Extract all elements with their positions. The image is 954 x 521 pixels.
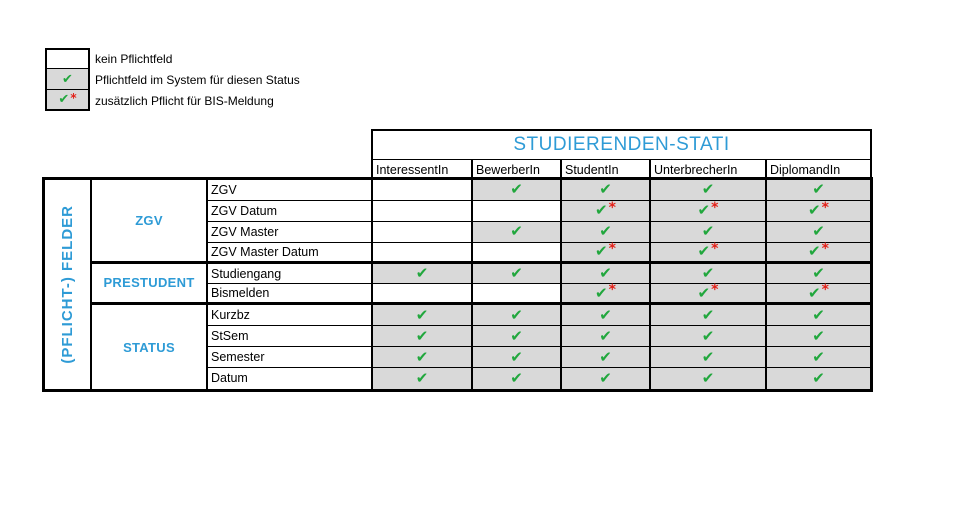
matrix-cell: [373, 326, 473, 347]
matrix-cell: [767, 347, 870, 368]
matrix-cell: [767, 284, 870, 305]
check-icon: ✔: [62, 71, 73, 87]
bis-asterisk-icon: *: [608, 240, 616, 257]
matrix-cell: [562, 180, 651, 201]
bis-asterisk-icon: *: [608, 199, 616, 216]
row-label-cell: ZGV: [208, 180, 373, 201]
bis-asterisk-icon: *: [70, 90, 77, 105]
legend-row: [45, 69, 300, 90]
matrix-cell: [767, 368, 870, 389]
matrix-cell: [473, 243, 562, 264]
check-icon: ✔: [701, 264, 715, 282]
matrix-cell: [373, 180, 473, 201]
check-icon: ✔: [415, 305, 429, 324]
matrix-cell: [473, 305, 562, 326]
check-icon: ✔: [701, 305, 715, 324]
column-header-unterbrecherin: UnterbrecherIn: [651, 160, 767, 180]
check-icon: ✔: [599, 264, 612, 282]
row-label-cell: ZGV Master: [208, 222, 373, 243]
matrix-cell: [767, 305, 870, 326]
row-axis-label: (PFLICHT-) FELDER: [59, 205, 76, 364]
matrix-cell: [562, 222, 651, 243]
group-label-status: STATUS: [92, 305, 208, 389]
legend-swatch-empty: [45, 48, 90, 69]
row-label-cell: ZGV Datum: [208, 201, 373, 222]
legend-swatch-check-bis: [45, 90, 90, 111]
matrix-cell: [651, 305, 767, 326]
check-icon: ✔: [812, 180, 825, 199]
check-icon: ✔: [812, 368, 825, 387]
check-icon: ✔: [812, 222, 825, 241]
table-title: STUDIERENDEN-STATI: [373, 131, 870, 160]
bis-asterisk-icon: *: [711, 282, 719, 299]
matrix-cell: [373, 222, 473, 243]
matrix-cell: [651, 264, 767, 285]
matrix-cell: [651, 326, 767, 347]
matrix-cell: [373, 368, 473, 389]
matrix-cell: [651, 240, 767, 264]
check-icon: ✔: [697, 201, 711, 220]
matrix-cell: [562, 264, 651, 285]
row-label-cell: Studiengang: [208, 264, 373, 285]
matrix-cell: [473, 264, 562, 285]
bis-asterisk-icon: *: [821, 282, 829, 299]
matrix-cell: [651, 347, 767, 368]
check-icon: ✔: [599, 368, 612, 387]
check-icon: ✔: [58, 92, 70, 107]
bis-asterisk-icon: *: [711, 240, 719, 257]
legend: [45, 48, 300, 111]
matrix-cell: [473, 222, 562, 243]
check-icon: ✔: [595, 242, 608, 261]
check-icon: ✔: [812, 347, 825, 366]
matrix-body: [42, 177, 873, 392]
row-label-cell: Datum: [208, 368, 373, 389]
check-icon: ✔: [599, 180, 612, 199]
row-label-cell: Semester: [208, 347, 373, 368]
matrix-cell: [562, 201, 651, 222]
group-label-prestudent: PRESTUDENT: [92, 264, 208, 306]
group-label-zgv: ZGV: [92, 180, 208, 264]
check-icon: ✔: [595, 283, 608, 302]
check-icon: ✔: [697, 283, 711, 302]
check-icon: ✔: [812, 305, 825, 324]
column-header-bewerberin: BewerberIn: [473, 160, 562, 180]
legend-label: kein Pflichtfeld: [95, 51, 173, 66]
matrix-cell: [651, 368, 767, 389]
check-icon: ✔: [415, 326, 429, 345]
column-header-studentin: StudentIn: [562, 160, 651, 180]
matrix-cell: [562, 368, 651, 389]
matrix-cell: [767, 201, 870, 222]
row-label-cell: Bismelden: [208, 284, 373, 305]
column-header-diplomandin: DiplomandIn: [767, 160, 870, 180]
matrix-cell: [473, 326, 562, 347]
matrix-cell: [473, 201, 562, 222]
bis-asterisk-icon: *: [608, 282, 616, 299]
matrix-cell: [562, 240, 651, 264]
bis-asterisk-icon: *: [821, 240, 829, 257]
matrix-cell: [651, 284, 767, 305]
bis-asterisk-icon: *: [711, 199, 719, 216]
legend-label: Pflichtfeld im System für diesen Status: [95, 72, 300, 87]
check-icon: ✔: [415, 264, 429, 282]
matrix-cell: [562, 284, 651, 305]
check-icon: ✔: [808, 242, 821, 261]
row-label-cell: StSem: [208, 326, 373, 347]
check-icon: ✔: [697, 242, 711, 261]
row-axis-label-cell: [45, 180, 92, 389]
matrix-cell: [767, 264, 870, 285]
check-icon: ✔: [510, 326, 523, 345]
check-icon: ✔: [510, 368, 523, 387]
check-icon: ✔: [599, 347, 612, 366]
legend-row: [45, 90, 300, 111]
check-icon: ✔: [599, 326, 612, 345]
check-icon: ✔: [510, 264, 523, 282]
matrix-cell: [473, 180, 562, 201]
check-icon: ✔: [812, 326, 825, 345]
matrix-cell: [767, 326, 870, 347]
check-icon: ✔: [701, 326, 715, 345]
matrix-cell: [767, 222, 870, 243]
legend-row: [45, 48, 300, 69]
matrix-cell: [373, 284, 473, 305]
check-icon: ✔: [701, 180, 715, 199]
matrix-cell: [373, 347, 473, 368]
matrix-cell: [651, 201, 767, 222]
column-header-block: [371, 129, 872, 182]
check-icon: ✔: [812, 264, 825, 282]
matrix-cell: [767, 240, 870, 264]
check-icon: ✔: [599, 222, 612, 241]
check-icon: ✔: [415, 368, 429, 387]
matrix-cell: [651, 180, 767, 201]
check-icon: ✔: [701, 368, 715, 387]
matrix-cell: [562, 347, 651, 368]
check-icon: ✔: [510, 222, 523, 241]
bis-asterisk-icon: *: [821, 199, 829, 216]
matrix-cell: [373, 264, 473, 285]
check-icon: ✔: [808, 201, 821, 220]
check-icon: ✔: [808, 283, 821, 302]
matrix-cell: [373, 201, 473, 222]
row-label-cell: Kurzbz: [208, 305, 373, 326]
check-icon: ✔: [701, 347, 715, 366]
matrix-cell: [562, 305, 651, 326]
matrix-cell: [473, 347, 562, 368]
check-icon: ✔: [595, 201, 608, 220]
matrix-cell: [473, 284, 562, 305]
check-icon: ✔: [599, 305, 612, 324]
check-icon: ✔: [510, 347, 523, 366]
check-icon: ✔: [701, 222, 715, 241]
matrix-cell: [373, 243, 473, 264]
legend-label: zusätzlich Pflicht für BIS-Meldung: [95, 93, 274, 108]
matrix-cell: [473, 368, 562, 389]
check-icon: ✔: [510, 305, 523, 324]
matrix-cell: [651, 222, 767, 243]
legend-swatch-check: [45, 69, 90, 90]
check-icon: ✔: [415, 347, 429, 366]
matrix-cell: [373, 305, 473, 326]
matrix-cell: [562, 326, 651, 347]
check-icon: ✔: [510, 180, 523, 199]
matrix-cell: [767, 180, 870, 201]
column-header-interessentin: InteressentIn: [373, 160, 473, 180]
row-label-cell: ZGV Master Datum: [208, 243, 373, 264]
